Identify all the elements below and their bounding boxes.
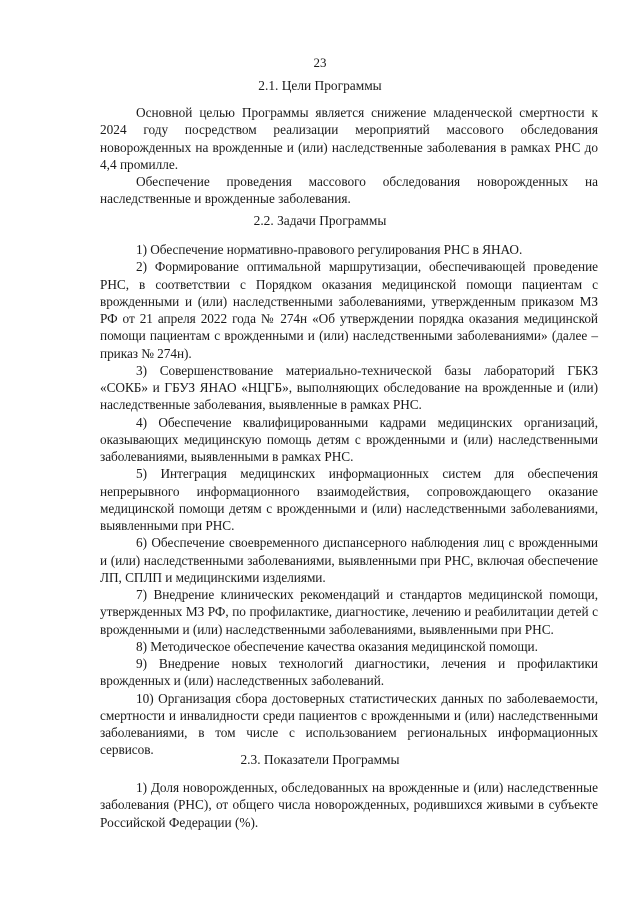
section-heading-goals: 2.1. Цели Программы xyxy=(258,78,382,93)
indicator-item: 1) Доля новорожденных, обследованных на врожденные и (или) наследственные заболевания (РНС), от общего числа новорожденных, родившихся живыми в субъекте Российской Федерации (%). xyxy=(100,780,598,830)
task-item: 9) Внедрение новых технологий диагностики, лечения и профилактики врожденных и (или) наследственных заболеваний. xyxy=(100,656,598,689)
task-item: 6) Обеспечение своевременного диспансерного наблюдения лиц с врожденными и (или) наследственными заболеваниями, выявленными при РНС, включая обеспечение ЛП, СПЛП и медицинскими изделиями. xyxy=(100,535,598,585)
paragraph: Основной целью Программы является снижение младенческой смертности к 2024 году посредством реализации мероприятий массового обследования новорожденных на врожденные и (или) наследственные заболевания в рамках РНС до 4,4 промилле. xyxy=(100,105,598,172)
task-item: 1) Обеспечение нормативно-правового регулирования РНС в ЯНАО. xyxy=(136,242,523,257)
task-item: 2) Формирование оптимальной маршрутизации, обеспечивающей проведение РНС, в соответствии с Порядком оказания медицинской помощи пациентам с врожденными и (или) наследственными заболеваниями, утвержденным приказом МЗ РФ от 21 апреля 2022 года № 274н «Об утверждении порядка оказания медицинской помощи пациентам с врожденными и (или) наследственными заболеваниями» (далее – приказ № 274н). xyxy=(100,259,598,361)
section-heading-tasks: 2.2. Задачи Программы xyxy=(253,213,387,228)
task-item: 5) Интеграция медицинских информационных систем для обеспечения непрерывного информационного взаимодействия, сопровождающего оказание медицинской помощи детям с врожденными и (или) наследственными заболеваниями, выявленными при РНС. xyxy=(100,466,598,533)
section-tasks-body xyxy=(100,241,598,759)
task-item: 8) Методическое обеспечение качества оказания медицинской помощи. xyxy=(136,638,538,654)
section-indicators-body xyxy=(100,779,598,831)
task-item: 10) Организация сбора достоверных статистических данных по заболеваемости, смертности и инвалидности среди пациентов с врожденными и (или) наследственными заболеваниями, в том числе с использованием региональных информационных сервисов. xyxy=(100,690,598,758)
paragraph: Обеспечение проведения массового обследования новорожденных на наследственные и врожденные заболевания. xyxy=(100,174,598,207)
section-heading-indicators: 2.3. Показатели Программы xyxy=(240,752,400,767)
page-number: 23 xyxy=(313,55,327,70)
task-item: 4) Обеспечение квалифицированными кадрами медицинских организаций, оказывающих медицинскую помощь детям с врожденными и (или) наследственными заболеваниями, выявленными в рамках РНС. xyxy=(100,414,598,464)
task-item: 7) Внедрение клинических рекомендаций и стандартов медицинской помощи, утвержденных МЗ РФ, по профилактике, диагностике, лечению и реабилитации детей с врожденными и (или) наследственными заболеваниями, выявленными при РНС. xyxy=(100,587,598,637)
task-item: 3) Совершенствование материально-технической базы лабораторий ГБКЗ «СОКБ» и ГБУЗ ЯНАО «НЦГБ», выполняющих обследование на врожденные и (или) наследственные заболевания, выявленные в рамках РНС. xyxy=(100,362,598,413)
section-goals-body xyxy=(100,104,598,208)
